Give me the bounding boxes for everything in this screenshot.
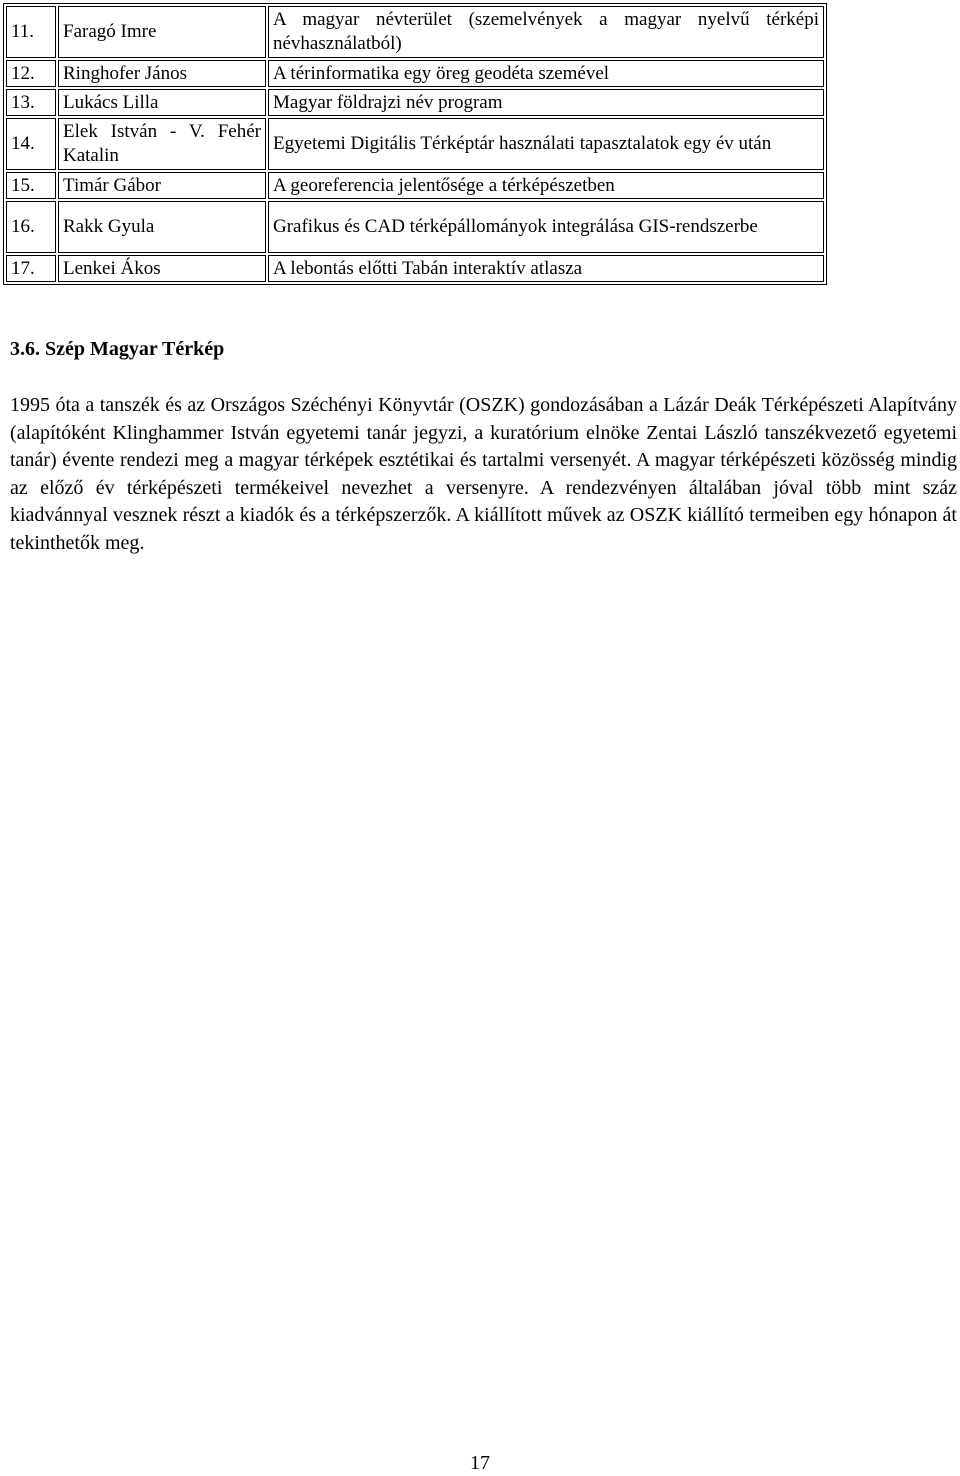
row-author: Ringhofer János (58, 60, 266, 87)
table-row (6, 201, 824, 253)
row-title: A georeferencia jelentősége a térképészetben (268, 172, 824, 199)
row-author: Elek István - V. Fehér Katalin (58, 118, 266, 170)
row-title: A lebontás előtti Tabán interaktív atlasza (268, 255, 824, 282)
table-row (6, 6, 824, 58)
page-number: 17 (470, 1452, 490, 1474)
row-number: 11. (6, 6, 56, 58)
row-title: A magyar névterület (szemelvények a magyar nyelvű térképi névhasználatból) (268, 6, 824, 58)
row-number: 17. (6, 255, 56, 282)
row-author: Faragó Imre (58, 6, 266, 58)
section-paragraph: 1995 óta a tanszék és az Országos Széchényi Könyvtár (OSZK) gondozásában a Lázár Deák Térképészeti Alapítvány (alapítóként Klinghammer István egyetemi tanár jegyzi, a kuratórium elnöke Zentai László tanszékvezető egyetemi tanár) évente rendezi meg a magyar térképek esztétikai és tartalmi versenyét. A magyar térképészeti közösség mindig az előző év térképészeti termékeivel nevezhet a versenyre. A rendezvényen általában jóval több mint száz kiadvánnyal vesznek részt a kiadók és a térképszerzők. A kiállított művek az OSZK kiállító termeiben egy hónapon át tekinthetők meg. (10, 394, 957, 554)
row-title: Magyar földrajzi név program (268, 89, 824, 116)
row-author: Rakk Gyula (58, 201, 266, 253)
row-author: Timár Gábor (58, 172, 266, 199)
row-number: 12. (6, 60, 56, 87)
table-row (6, 172, 824, 199)
row-author: Lukács Lilla (58, 89, 266, 116)
row-number: 15. (6, 172, 56, 199)
row-number: 16. (6, 201, 56, 253)
table-row (6, 255, 824, 282)
program-table (3, 3, 827, 285)
row-number: 13. (6, 89, 56, 116)
section-heading: 3.6. Szép Magyar Térkép (10, 338, 225, 360)
row-title: Grafikus és CAD térképállományok integrálása GIS-rendszerbe (268, 201, 824, 253)
row-title: A térinformatika egy öreg geodéta szemével (268, 60, 824, 87)
row-author: Lenkei Ákos (58, 255, 266, 282)
row-title: Egyetemi Digitális Térképtár használati tapasztalatok egy év után (268, 118, 824, 170)
table-row (6, 118, 824, 170)
table-row (6, 89, 824, 116)
row-number: 14. (6, 118, 56, 170)
table-row (6, 60, 824, 87)
